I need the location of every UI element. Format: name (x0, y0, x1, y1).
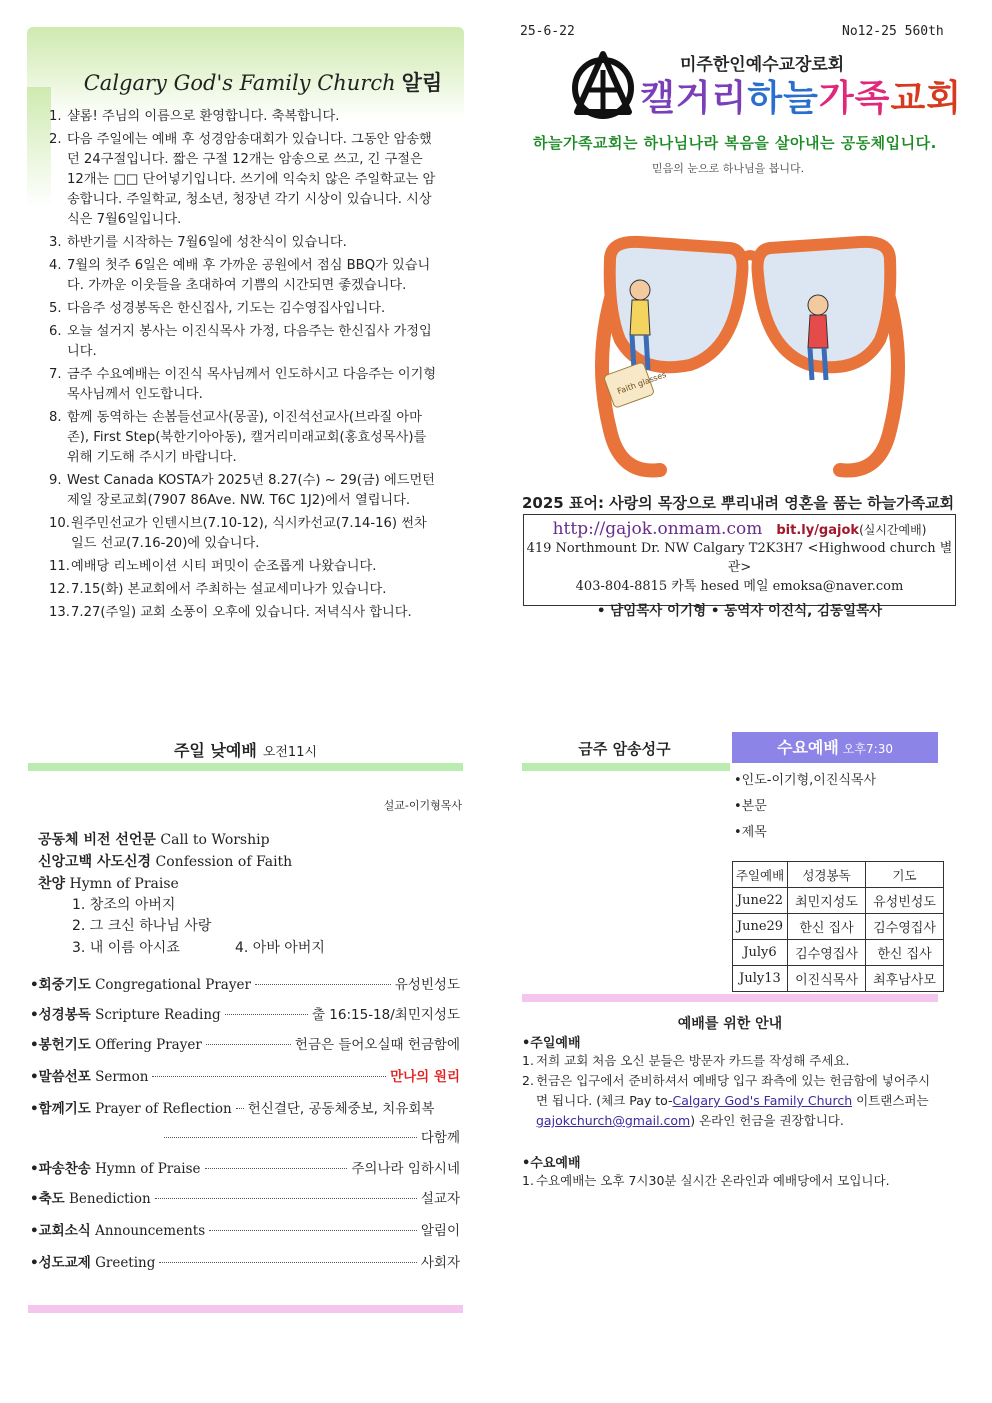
notice-item: 7. 금주 수요예배는 이진식 목사님께서 인도하시고 다음주는 이기형목사님께서 인도합니다. (49, 367, 437, 402)
faith-glasses-illustration (580, 230, 920, 490)
order-row: •파송찬송 Hymn of Praise 주의나라 임하시네 (30, 1161, 460, 1177)
list-item: 2. 헌금은 입구에서 준비하셔서 예배당 입구 좌측에 있는 헌금함에 넣어주시면 됩니다. (체크 Pay to-Calgary God's Family Church 이트랜스퍼는 gajokchurch@gmail.com) 온라인 헌금을 권장합니다. (522, 1073, 931, 1128)
church-logo-icon (567, 50, 639, 120)
notice-item: 10. 원주민선교가 인텐시브(7.10-12), 식시카선교(7.14-16) 썬차일드 선교(7.16-20)에 있습니다. (49, 516, 427, 551)
hymn-item: 1. 창조의 아버지 (72, 897, 176, 913)
table-row: July13 이진식목사 최후남사모 (733, 966, 944, 992)
sermon-title: 만나의 원리 (390, 1069, 460, 1085)
table-row: June22 최민지성도 유성빈성도 (733, 888, 944, 914)
notice-item: 12. 7.15(화) 본교회에서 주최하는 설교세미나가 있습니다. (49, 582, 387, 597)
notice-item: 2. 다음 주일에는 예배 후 성경암송대회가 있습니다. 그동안 암송했던 24구절입니다. 짧은 구절 12개는 암송으로 쓰고, 긴 구절은 12개는 □□ 단어넣기입니다. 쓰기에 익숙치 않은 주일학교는 암송합니다. 주일학교, 청소년, 청장년 각기 시상이 있습니다. 시상식은 7월6일입니다. (49, 132, 436, 227)
glasses-tag-text: Faith glasses (616, 369, 668, 397)
church-payee-link[interactable]: Calgary God's Family Church (672, 1093, 853, 1108)
section-divider (522, 763, 730, 771)
notice-item: 8. 함께 동역하는 손봄들선교사(몽골), 이진석선교사(브라질 아마존), First Step(북한기아아동), 캘거리미래교회(홍효성목사)를 위해 기도해 주시기 바랍니다. (49, 410, 427, 465)
notice-item: 1. 샬롬! 주님의 이름으로 환영합니다. 축복합니다. (49, 109, 340, 124)
table-header-row: 주일예배 성경봉독 기도 (733, 862, 944, 888)
contact-phone-email: 403-804-8815 카톡 hesed 메일 emoksa@naver.com (575, 579, 904, 594)
wednesday-worship-header: 수요예배 오후7:30 (732, 732, 938, 763)
duty-table (732, 861, 944, 992)
contact-address: 419 Northmount Dr. NW Calgary T2K3H7 <Highwood church 별관> (526, 541, 953, 575)
etransfer-email-link[interactable]: gajokchurch@gmail.com (536, 1113, 691, 1128)
church-motto: 하늘가족교회는 하나님나라 복음을 살아내는 공동체입니다. (533, 134, 937, 152)
guide-title: 예배를 위한 안내 (677, 1016, 783, 1032)
wednesday-worship-list (734, 768, 876, 846)
worship-intro-item: 공동체 비전 선언문 Call to Worship (38, 832, 270, 848)
list-item: 1. 수요예배는 오후 7시30분 실시간 온라인과 예배당에서 모입니다. (522, 1173, 890, 1188)
notice-item: 11. 예배당 리노베이션 시티 퍼밋이 순조롭게 나왔습니다. (49, 559, 377, 574)
notice-item: 4. 7월의 첫주 6일은 예배 후 가까운 공원에서 점심 BBQ가 있습니다. 가까운 이웃들을 초대하여 기쁨의 시간되면 좋겠습니다. (49, 258, 431, 293)
order-row: •축도 Benediction 설교자 (30, 1191, 460, 1207)
church-name: 캘거리하늘가족교회 (640, 78, 963, 119)
memory-verse-title: 금주 암송성구 (578, 740, 671, 758)
wednesday-item: •제목 (734, 825, 767, 840)
guide-sunday-list (522, 1051, 942, 1131)
notice-title-ko: 알림 (401, 71, 443, 95)
order-row: •교회소식 Announcements 알림이 (30, 1223, 460, 1239)
notice-box (27, 27, 464, 620)
order-row: •회중기도 Congregational Prayer 유성빈성도 (30, 977, 460, 993)
contact-box (523, 514, 956, 619)
order-row: •성도교제 Greeting 사회자 (30, 1255, 460, 1271)
contact-links: http://gajok.onmam.com bit.ly/gajok(실시간예배) (552, 519, 927, 539)
section-divider (28, 763, 463, 771)
notice-title (83, 67, 443, 97)
order-row: •봉헌기도 Offering Prayer 헌금은 들어오실때 헌금함에 (30, 1037, 460, 1053)
hymn-item: 4. 아바 아버지 (235, 940, 325, 956)
worship-title: 주일 낮예배 오전11시 (173, 741, 318, 760)
bulletin-date: 25-6-22 (520, 24, 575, 39)
order-row: •말씀선포 Sermon 만나의 원리 (30, 1065, 460, 1085)
notice-title-en: Calgary God's Family Church (83, 71, 396, 95)
order-row: 다함께 (160, 1126, 460, 1146)
website-link[interactable]: http://gajok.onmam.com (552, 519, 763, 539)
order-row: •함께기도 Prayer of Reflection 헌신결단, 공동체중보, 치유회복 (30, 1101, 435, 1117)
section-divider (28, 1305, 463, 1313)
sermon-by: 설교-이기형목사 (383, 799, 462, 812)
table-row: June29 한신 집사 김수영집사 (733, 914, 944, 940)
bulletin-issue: No12-25 560th (842, 24, 944, 39)
leaf-border (27, 87, 51, 207)
notice-item: 13. 7.27(주일) 교회 소풍이 오후에 있습니다. 저녁식사 합니다. (49, 605, 412, 620)
wednesday-item: •본문 (734, 799, 767, 814)
hymn-item: 2. 그 크신 하나님 사랑 (72, 918, 212, 934)
annual-theme: 2025 표어: 사랑의 목장으로 뿌리내려 영혼을 품는 하늘가족교회 (522, 494, 955, 512)
hymn-item: 3. 내 이름 아시죠 (72, 940, 180, 956)
guide-wednesday-list (522, 1171, 942, 1191)
bitly-link[interactable]: bit.ly/gajok (776, 523, 860, 538)
table-row: July6 김수영집사 한신 집사 (733, 940, 944, 966)
worship-intro-item: 신앙고백 사도신경 Confession of Faith (38, 854, 293, 870)
pastor-list: • 담임목사 이기형 • 동역자 이진식, 김동일목사 (596, 603, 883, 619)
notice-item: 5. 다음주 성경봉독은 한신집사, 기도는 김수영집사입니다. (49, 301, 386, 316)
denomination: 미주한인예수교장로회 (680, 55, 845, 75)
notice-list (49, 107, 439, 626)
notice-item: 6. 오늘 설거지 봉사는 이진식목사 가정, 다음주는 한신집사 가정입니다. (49, 324, 432, 359)
wednesday-item: •인도-이기형,이진식목사 (734, 773, 877, 788)
list-item: 1. 저희 교회 처음 오신 분들은 방문자 카드를 작성해 주세요. (522, 1053, 850, 1068)
worship-intro-item: 찬양 Hymn of Praise (38, 876, 179, 892)
notice-item: 3. 하반기를 시작하는 7월6일에 성찬식이 있습니다. (49, 235, 347, 250)
guide-sunday-title: •주일예배 (522, 1036, 581, 1051)
guide-wednesday-title: •수요예배 (522, 1156, 581, 1171)
order-row: •성경봉독 Scripture Reading 출 16:15-18/최민지성도 (30, 1007, 460, 1023)
notice-item: 9. West Canada KOSTA가 2025년 8.27(수) ~ 29(금) 에드먼턴 제일 장로교회(7907 86Ave. NW. T6C 1J2)에서 열립니다. (49, 473, 435, 508)
church-subtitle: 믿음의 눈으로 하나님을 봅니다. (652, 162, 805, 175)
section-divider (522, 994, 938, 1002)
